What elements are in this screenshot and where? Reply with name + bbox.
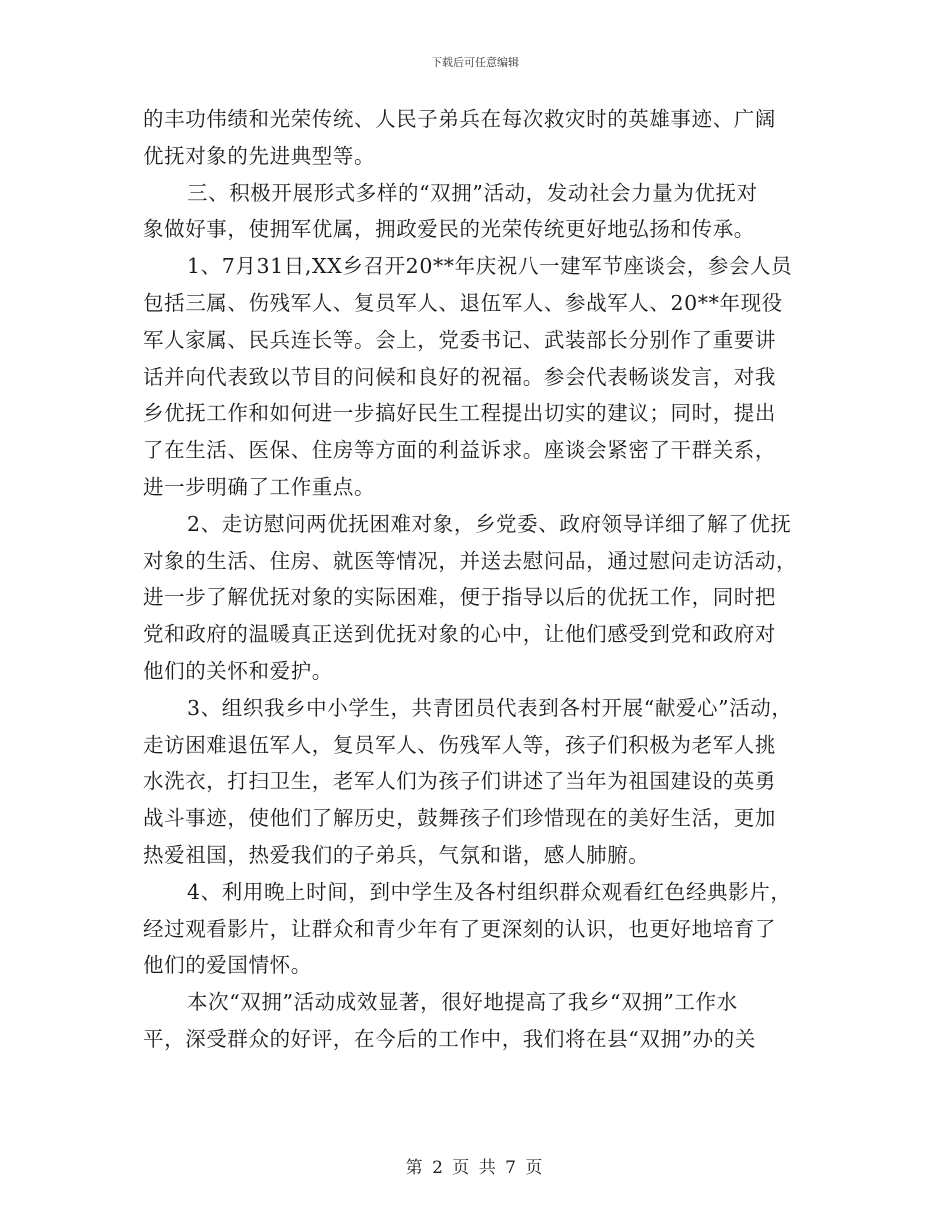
text-line: 战斗事迹，使他们了解历史，鼓舞孩子们珍惜现在的美好生活，更加 <box>143 806 776 831</box>
text-line: 进一步了解优抚对象的实际困难，便于指导以后的优抚工作，同时把 <box>143 585 776 610</box>
text-line: 对象的生活、住房、就医等情况，并送去慰问品，通过慰问走访活动， <box>143 548 798 573</box>
text-line: 优抚对象的先进典型等。 <box>143 143 376 168</box>
text-line: 包括三属、伤残军人、复员军人、退伍军人、参战军人、20**年现役 <box>143 290 783 315</box>
text-line: 经过观看影片，让群众和青少年有了更深刻的认识，也更好地培育了 <box>143 916 776 941</box>
text-line: 象做好事，使拥军优属，拥政爱民的光荣传统更好地弘扬和传承。 <box>143 217 755 242</box>
text-line: 的丰功伟绩和光荣传统、人民子弟兵在每次救灾时的英雄事迹、广阔 <box>143 107 776 131</box>
text-line: 4、利用晚上时间，到中学生及各村组织群众观看红色经典影片， <box>187 879 792 904</box>
text-line: 他们的爱国情怀。 <box>143 953 312 978</box>
text-line: 热爱祖国，热爱我们的子弟兵，气氛和谐，感人肺腑。 <box>143 842 650 867</box>
text-line: 三、积极开展形式多样的“双拥”活动，发动社会力量为优抚对 <box>187 180 758 205</box>
page-header: 下载后可任意编辑 <box>431 56 519 69</box>
text-line: 乡优抚工作和如何进一步搞好民生工程提出切实的建议；同时，提出 <box>143 401 776 426</box>
text-line: 他们的关怀和爱护。 <box>143 658 333 683</box>
text-line: 水洗衣，打扫卫生，老军人们为孩子们讲述了当年为祖国建设的英勇 <box>143 769 776 794</box>
text-line: 军人家属、民兵连长等。会上，党委书记、武装部长分别作了重要讲 <box>143 327 776 352</box>
text-line: 1、7月31日,XX乡召开20**年庆祝八一建军节座谈会，参会人员 <box>187 254 793 279</box>
text-line: 进一步明确了工作重点。 <box>143 474 376 499</box>
text-line: 本次“双拥”活动成效显著，很好地提高了我乡“双拥”工作水 <box>187 990 738 1015</box>
text-line: 2、走访慰问两优抚困难对象，乡党委、政府领导详细了解了优抚 <box>187 511 792 536</box>
document-body <box>143 101 823 1058</box>
text-line: 党和政府的温暖真正送到优抚对象的心中，让他们感受到党和政府对 <box>143 622 776 647</box>
text-line: 了在生活、医保、住房等方面的利益诉求。座谈会紧密了干群关系， <box>143 438 776 463</box>
page-footer: 第 2 页 共 7 页 <box>405 1158 545 1178</box>
text-line: 话并向代表致以节目的问候和良好的祝福。参会代表畅谈发言，对我 <box>143 364 776 389</box>
text-line: 走访困难退伍军人，复员军人、伤残军人等，孩子们积极为老军人挑 <box>143 732 776 757</box>
text-line: 平，深受群众的好评，在今后的工作中，我们将在县“双拥”办的关 <box>143 1026 756 1051</box>
text-line: 3、组织我乡中小学生，共青团员代表到各村开展“献爱心”活动， <box>187 695 793 720</box>
